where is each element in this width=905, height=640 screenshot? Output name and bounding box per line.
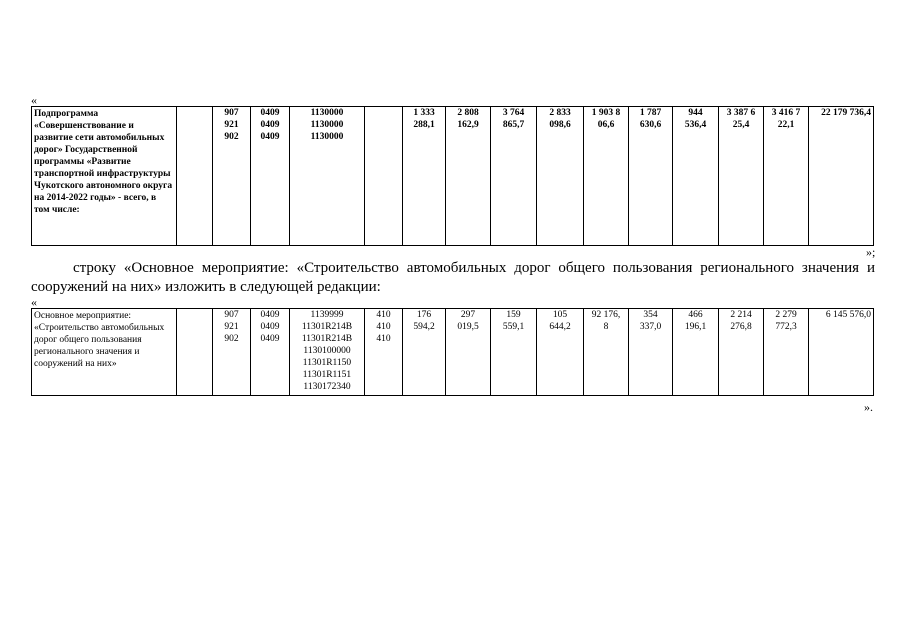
cell-line: 1130172340 [303, 382, 351, 392]
year-value-cell [537, 107, 584, 246]
row-name: Подпрограмма «Совершенствование и развитие сети автомобильных дорог» Государственной программы «Развитие транспортной инфраструктуры Чукотского автономного округа на 2014-2022 годы» - всего, в том числе: [32, 107, 177, 246]
table-row [32, 309, 874, 396]
cell-line: 1 903 8 [591, 108, 621, 118]
cell-line: 297 [460, 310, 476, 320]
total-cell: 22 179 736,4 [809, 107, 874, 246]
year-value-cell [719, 107, 764, 246]
table-row [32, 107, 874, 246]
year-value-cell [673, 107, 719, 246]
cell-line: 196,1 [684, 322, 707, 332]
total-cell: 6 145 576,0 [809, 309, 874, 396]
cell-line: 11301R1150 [302, 358, 352, 368]
year-value-cell [584, 309, 629, 396]
section-cell [251, 309, 290, 396]
cell-line: 2 833 [549, 108, 571, 118]
cell-line: 3 764 [502, 108, 525, 118]
year-value-cell [764, 309, 809, 396]
expense-type-cell [365, 107, 403, 246]
cell-line: 0409 [260, 322, 280, 332]
cell-line: 0409 [260, 108, 280, 118]
subprogram-table [31, 106, 874, 246]
year-value-cell [446, 309, 491, 396]
cell-line: 410 [376, 334, 391, 344]
main-activity-table [31, 308, 874, 396]
row-name: Основное мероприятие: «Строительство автомобильных дорог общего пользования регионального значения и сооружений на них» [32, 309, 177, 396]
cell-line: 921 [224, 322, 239, 332]
empty-cell [177, 309, 213, 396]
cell-line: 536,4 [684, 120, 707, 130]
cell-line: 92 176, [591, 310, 621, 320]
year-value-cell [764, 107, 809, 246]
cell-line: 337,0 [639, 322, 662, 332]
cell-line: 276,8 [730, 322, 752, 332]
cell-line: 3 387 6 [726, 108, 756, 118]
cell-line: 1130000 [310, 132, 344, 142]
cell-line: 0409 [260, 334, 280, 344]
year-value-cell [673, 309, 719, 396]
cell-line: 466 [688, 310, 703, 320]
cell-line: 865,7 [502, 120, 525, 130]
year-value-cell [629, 309, 673, 396]
closing-quote: ». [864, 400, 873, 414]
cell-line: 921 [224, 120, 239, 130]
cell-line: 1130100000 [303, 346, 351, 356]
cell-line: 3 416 7 [771, 108, 801, 118]
year-value-cell [491, 309, 537, 396]
cell-line: 644,2 [549, 322, 571, 332]
cell-line: 06,6 [597, 120, 615, 130]
cell-line: 410 [376, 322, 391, 332]
cell-line: 1130000 [310, 120, 344, 130]
cell-line: 907 [224, 108, 239, 118]
cell-line: 0409 [260, 132, 280, 142]
target-article-cell [290, 107, 365, 246]
year-value-cell [719, 309, 764, 396]
cell-line: 2 279 [775, 310, 797, 320]
cell-line: 559,1 [502, 322, 525, 332]
year-value-cell [491, 107, 537, 246]
target-article-cell [290, 309, 365, 396]
cell-line: 105 [552, 310, 568, 320]
cell-line: 159 [506, 310, 521, 320]
cell-line: 902 [224, 132, 239, 142]
cell-line: 907 [224, 310, 239, 320]
year-value-cell [403, 107, 446, 246]
cell-line: 594,2 [413, 322, 435, 332]
cell-line: 019,5 [457, 322, 479, 332]
cell-line: 11301R214B [301, 322, 353, 332]
cell-line: 1 333 [413, 108, 435, 118]
cell-line: 1139999 [310, 310, 344, 320]
cell-line: 410 [376, 310, 391, 320]
cell-line: 944 [688, 108, 703, 118]
cell-line: 1130000 [310, 108, 344, 118]
year-value-cell [629, 107, 673, 246]
cell-line: 288,1 [413, 120, 435, 130]
cell-line: 2 808 [457, 108, 479, 118]
grbs-cell [213, 107, 251, 246]
expense-type-cell [365, 309, 403, 396]
cell-line: 098,6 [549, 120, 571, 130]
cell-line: 22,1 [777, 120, 795, 130]
grbs-cell [213, 309, 251, 396]
instruction-paragraph: строку «Основное мероприятие: «Строительство автомобильных дорог общего пользования регионального значения и сооружений на них» изложить в следующей редакции: [31, 260, 875, 295]
closing-quote: »; [866, 245, 876, 259]
cell-line: 630,6 [639, 120, 662, 130]
cell-line: 11301R1151 [302, 370, 352, 380]
year-value-cell [446, 107, 491, 246]
cell-line: 772,3 [775, 322, 797, 332]
opening-quote: « [31, 93, 37, 107]
cell-line: 2 214 [730, 310, 752, 320]
cell-line: 11301R214B [301, 334, 353, 344]
cell-line: 354 [643, 310, 658, 320]
opening-quote: « [31, 295, 37, 309]
cell-line: 8 [603, 322, 609, 332]
cell-line: 1 787 [639, 108, 662, 118]
year-value-cell [537, 309, 584, 396]
section-cell [251, 107, 290, 246]
cell-line: 0409 [260, 120, 280, 130]
cell-line: 25,4 [732, 120, 750, 130]
cell-line: 902 [224, 334, 239, 344]
year-value-cell [403, 309, 446, 396]
cell-line: 176 [416, 310, 432, 320]
cell-line: 0409 [260, 310, 280, 320]
empty-cell [177, 107, 213, 246]
year-value-cell [584, 107, 629, 246]
cell-line: 162,9 [457, 120, 479, 130]
